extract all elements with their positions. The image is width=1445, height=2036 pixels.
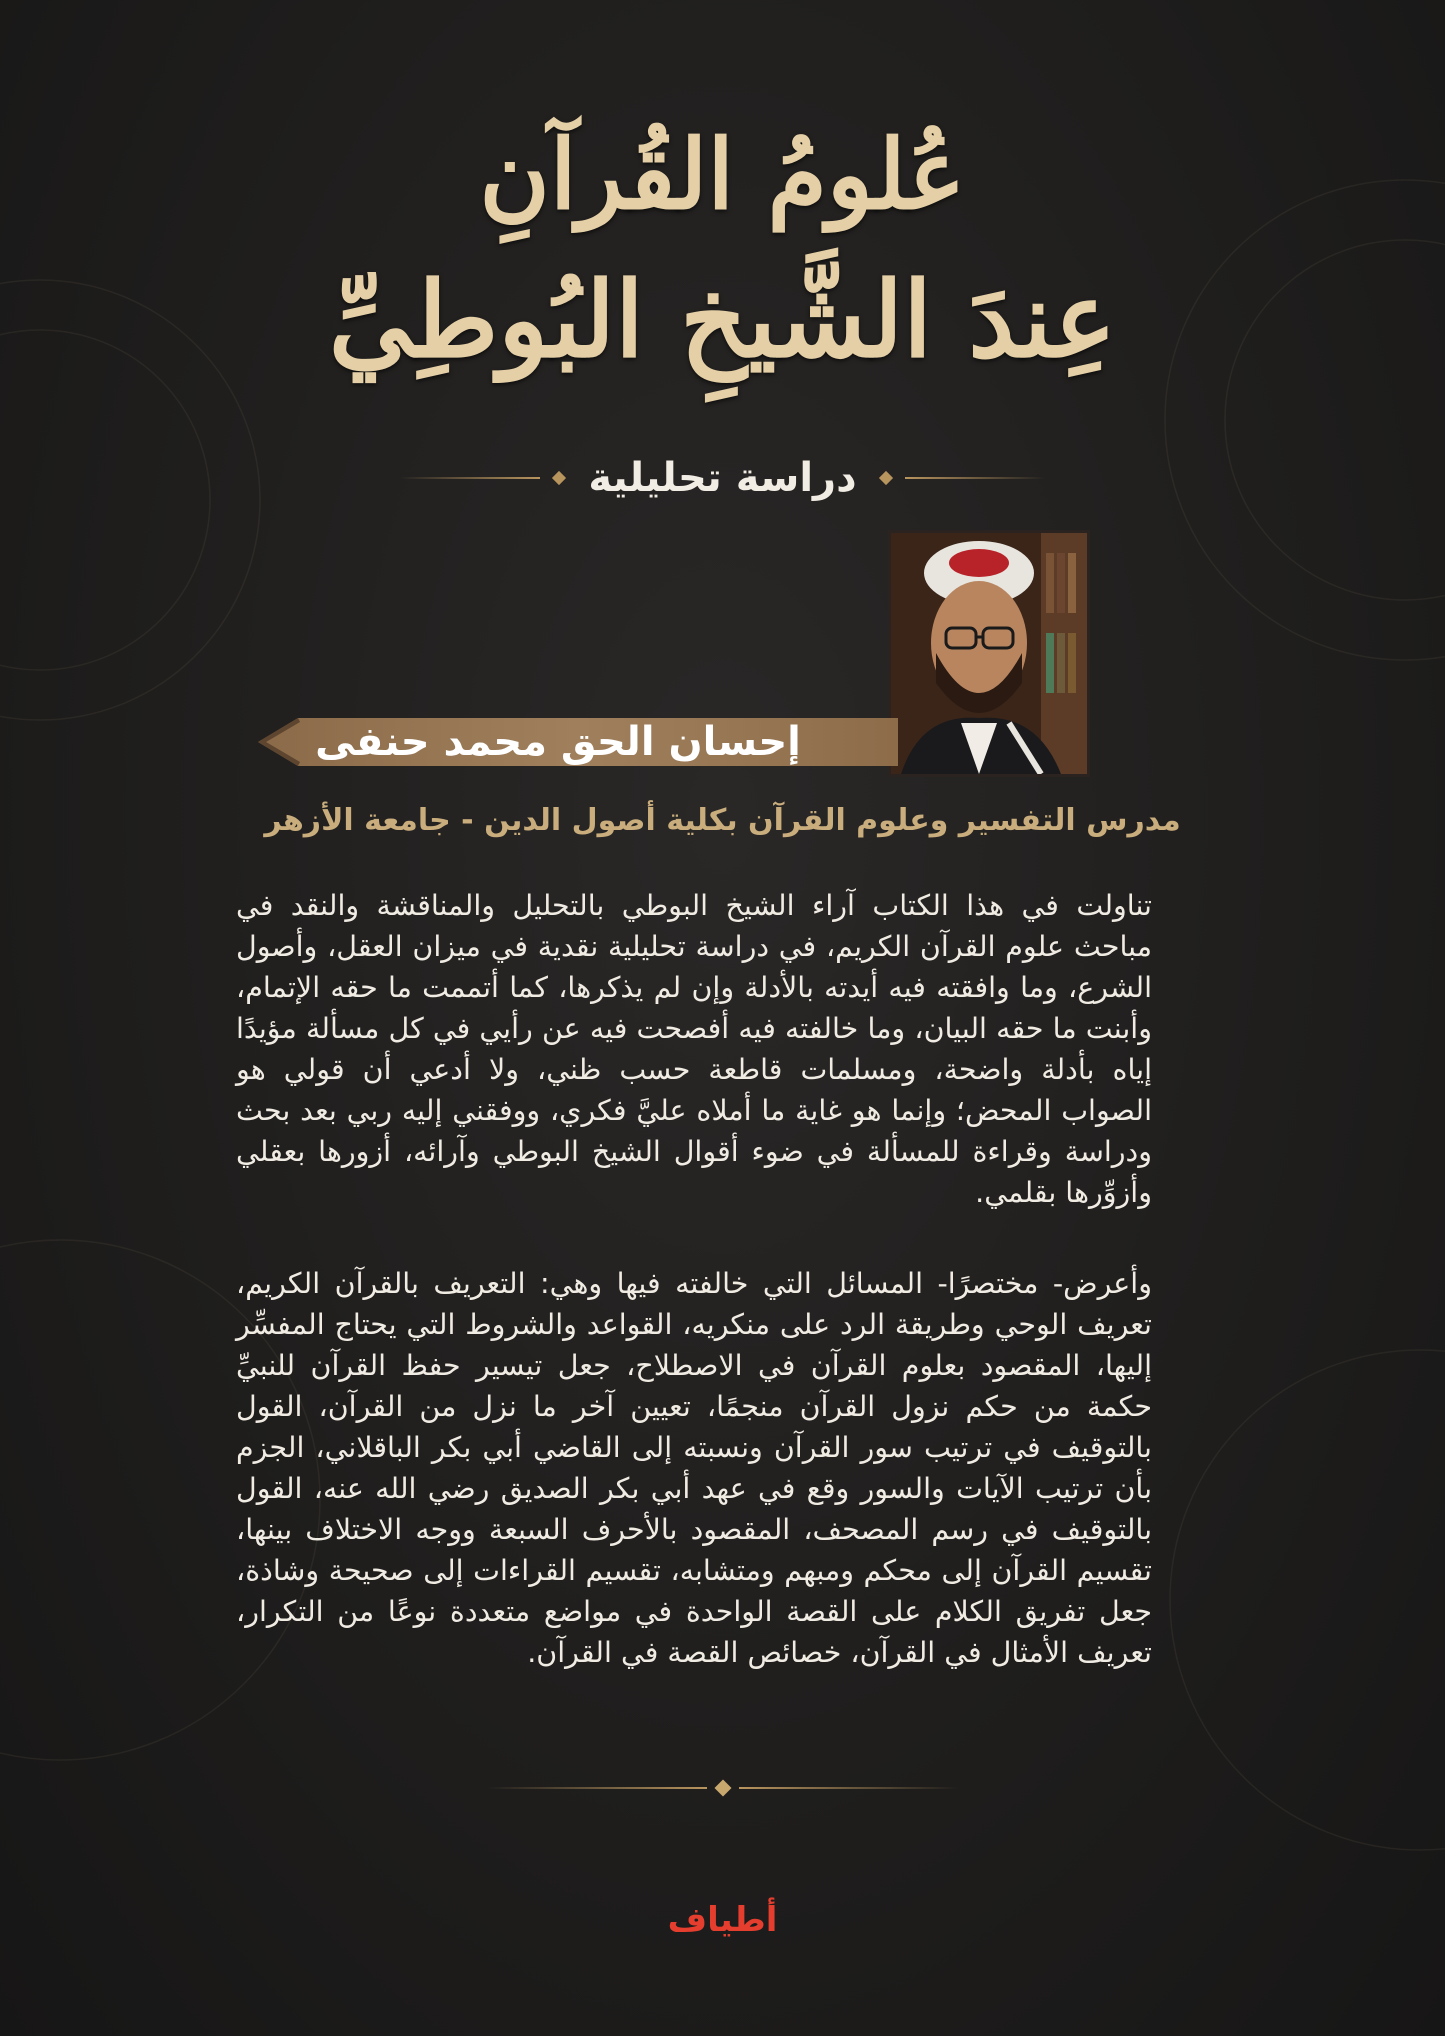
divider-line bbox=[739, 1787, 959, 1789]
publisher-logo-text: أطياف bbox=[667, 1900, 778, 1940]
description-paragraph-1: تناولت في هذا الكتاب آراء الشيخ البوطي بالتحليل والمناقشة والنقد في مباحث علوم القرآن الكريم، في دراسة تحليلية نقدية في ميزان العقل، وأصول الشرع، وما وافقته فيه أيدته بالأدلة وإن لم يذكرها، كما أتممت ما حقه الإتمام، وأبنت ما حقه البيان، وما خالفته فيه أفصحت فيه عن رأيي في كل مسألة مؤيدًا إياه بأدلة واضحة، ومسلمات قاطعة حسب ظني، ولا أدعي أن قولي هو الصواب المحض؛ وإنما هو غاية ما أملاه عليَّ فكري، ووفقني إليه ربي بعد بحث ودراسة وقراءة للمسألة في ضوء أقوال الشيخ البوطي وآرائه، أزورها بعقلي وأزوِّرها بقلمي. bbox=[236, 889, 1152, 1209]
description-paragraph-2: وأعرض- مختصرًا- المسائل التي خالفته فيها وهي: التعريف بالقرآن الكريم، تعريف الوحي وطريقة الرد على منكريه، القواعد والشروط التي يحتاج المفسِّر إليها، المقصود بعلوم القرآن في الاصطلاح، جعل تيسير حفظ القرآن للنبيِّ حكمة من حكم نزول القرآن منجمًا، تعيين آخر ما نزل من القرآن، القول بالتوقيف في ترتيب سور القرآن ونسبته إلى القاضي أبي بكر الباقلاني، الجزم بأن ترتيب الآيات والسور وقع في عهد أبي بكر الصديق رضي الله عنه، القول بالتوقيف في رسم المصحف، المقصود بالأحرف السبعة ووجه الاختلاف بينها، تقسيم القرآن إلى محكم ومبهم ومتشابه، تقسيم القراءات إلى صحيحة وشاذة، جعل تفريق الكلام على القصة الواحدة في مواضع متعددة نوعًا من التكرار، تعريف الأمثال في القرآن، خصائص القصة في القرآن. bbox=[236, 1267, 1152, 1669]
author-name: إحسان الحق محمد حنفى bbox=[315, 719, 801, 765]
divider-line bbox=[487, 1787, 707, 1789]
divider-line bbox=[905, 477, 1045, 479]
divider-line bbox=[400, 477, 540, 479]
diamond-ornament-icon bbox=[552, 471, 566, 485]
bottom-divider bbox=[0, 1782, 1445, 1794]
book-title-line2: عِندَ الشَّيخِ البُوطِيِّ bbox=[328, 258, 1117, 381]
book-subtitle: دراسة تحليلية bbox=[588, 455, 857, 501]
author-name-banner bbox=[258, 712, 898, 772]
diamond-ornament-icon bbox=[879, 471, 893, 485]
diamond-ornament-icon bbox=[714, 1780, 731, 1797]
publisher-logo bbox=[0, 1900, 1445, 1940]
author-affiliation: مدرس التفسير وعلوم القرآن بكلية أصول الدين - جامعة الأزهر bbox=[264, 803, 1181, 838]
author-photo bbox=[888, 530, 1090, 777]
subtitle-row bbox=[0, 455, 1445, 501]
book-title-line1: عُلومُ القُرآنِ bbox=[479, 118, 966, 231]
